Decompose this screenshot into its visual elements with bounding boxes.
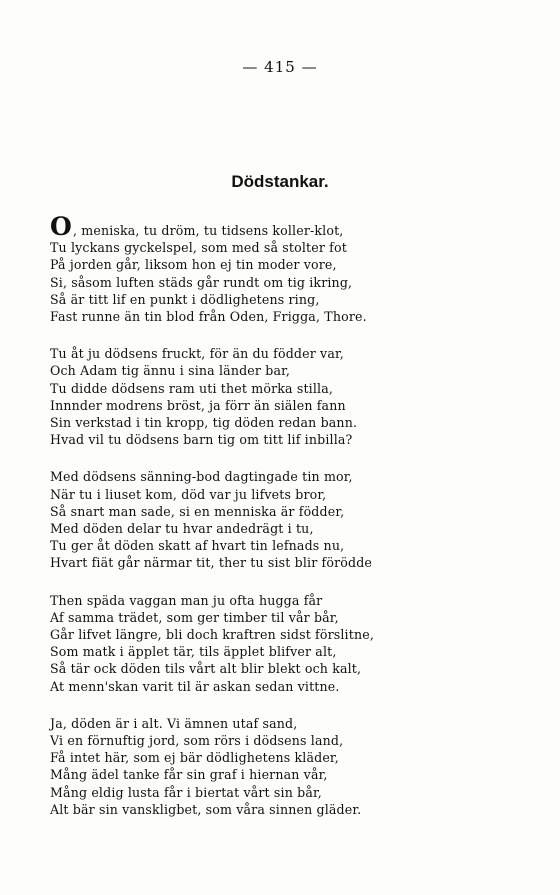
stanza-4 <box>50 592 540 695</box>
stanza-1 <box>50 212 540 325</box>
poem-line: Få intet här, som ej bär dödlighetens kläder, <box>50 750 339 766</box>
poem-line: Så är titt lif en punkt i dödlighetens ring, <box>50 291 320 307</box>
poem-line: Tu lyckans gyckelspel, som med så stolter fot <box>50 240 347 256</box>
stanza-5 <box>50 715 540 818</box>
poem-line: Innnder modrens bröst, ja förr än siälen fann <box>50 397 346 413</box>
poem-line: Vi en förnuftig jord, som rörs i dödsens land, <box>50 733 344 749</box>
poem-line: Med döden delar tu hvar andedrägt i tu, <box>50 521 314 537</box>
page-number: — 415 — <box>242 58 318 76</box>
poem-line: Hvad vil tu dödsens barn tig om titt lif inbilla? <box>50 432 353 448</box>
poem-line: Tu didde dödsens ram uti thet mörka stilla, <box>50 380 334 396</box>
poem-line: Fast runne än tin blod från Oden, Frigga, Thore. <box>50 309 367 325</box>
poem-line: På jorden går, liksom hon ej tin moder vore, <box>50 257 337 273</box>
poem-line: At menn'skan varit til är askan sedan vittne. <box>50 678 340 694</box>
poem-body <box>50 212 540 838</box>
poem-line: Med dödsens sänning-bod dagtingade tin mor, <box>50 469 353 485</box>
stanza-2 <box>50 345 540 448</box>
poem-line: Hvart fiät går närmar tit, ther tu sist blir förödde <box>50 555 373 571</box>
poem-line: Ja, döden är i alt. Vi ämnen utaf sand, <box>50 715 298 731</box>
poem-line: Mång ädel tanke får sin graf i hiernan vår, <box>50 767 328 783</box>
poem-line: Af samma trädet, som ger timber til vår bår, <box>50 609 339 625</box>
poem-line: Går lifvet längre, bli doch kraftren sidst förslitne, <box>50 627 374 643</box>
poem-line: Mång eldig lusta får i biertat vårt sin bår, <box>50 784 322 800</box>
drop-cap: O <box>50 212 72 241</box>
poem-line: Så snart man sade, si en menniska är födder, <box>50 503 345 519</box>
poem-line: Sin verkstad i tin kropp, tig döden redan bann. <box>50 415 358 431</box>
poem-line: Tu ger åt döden skatt af hvart tin lefnads nu, <box>50 538 345 554</box>
poem-line: När tu i liuset kom, död var ju lifvets bror, <box>50 486 327 502</box>
poem-line: Och Adam tig ännu i sina länder bar, <box>50 363 291 379</box>
poem-line: Alt bär sin vanskligbet, som våra sinnen gläder. <box>50 801 362 817</box>
poem-line: Si, såsom luften städs går rundt om tig ikring, <box>50 274 353 290</box>
stanza-3 <box>50 468 540 571</box>
poem-title: Dödstankar. <box>231 172 329 191</box>
poem-line: Så tär ock döden tils vårt alt blir blekt och kalt, <box>50 661 362 677</box>
poem-line-text: , meniska, tu dröm, tu tidsens koller-klot, <box>72 223 344 238</box>
poem-line: Then späda vaggan man ju ofta hugga får <box>50 592 323 608</box>
poem-line: Tu åt ju dödsens fruckt, för än du födder var, <box>50 346 344 362</box>
poem-line: Som matk i äpplet tär, tils äpplet blifver alt, <box>50 644 337 660</box>
poem-line <box>50 212 540 241</box>
